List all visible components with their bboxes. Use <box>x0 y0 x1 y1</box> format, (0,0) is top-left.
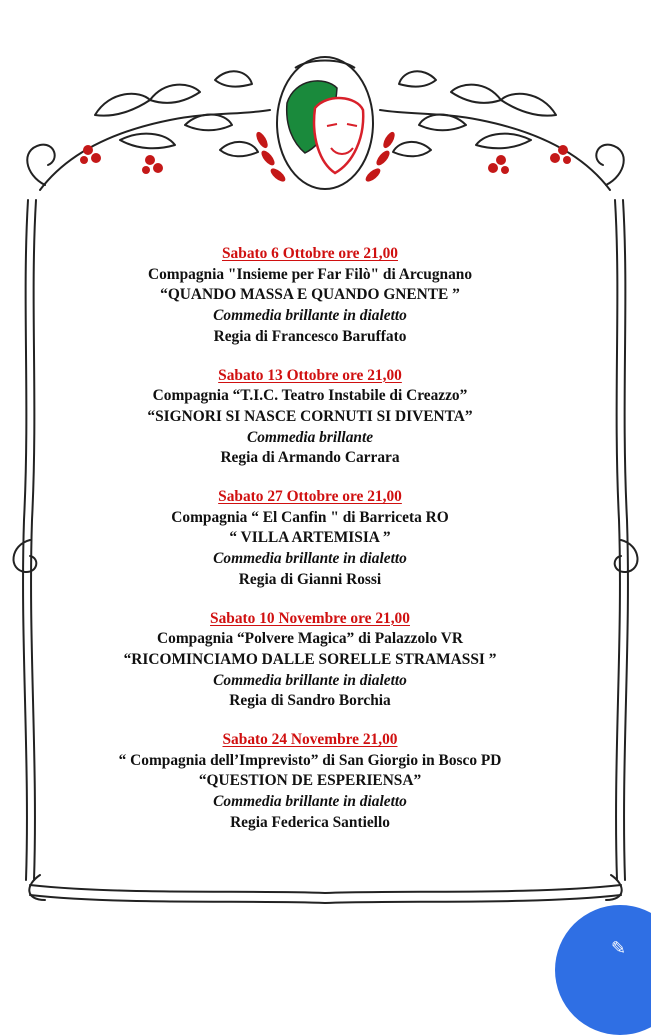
event-genre: Commedia brillante in dialetto <box>213 550 407 568</box>
event-date: Sabato 6 Ottobre ore 21,00 <box>222 245 398 262</box>
event-company: “ Compagnia dell’Imprevisto” di San Giorgio in Bosco PD <box>118 751 502 769</box>
event-date: Sabato 13 Ottobre ore 21,00 <box>218 366 402 384</box>
event-company: Compagnia “Polvere Magica” di Palazzolo VR <box>157 630 463 648</box>
event-3 <box>60 487 560 591</box>
event-title: “ VILLA ARTEMISIA ” <box>229 529 391 547</box>
event-title: “SIGNORI SI NASCE CORNUTI SI DIVENTA” <box>147 407 473 425</box>
event-4 <box>60 609 560 713</box>
event-genre: Commedia brillante <box>246 428 374 446</box>
event-director: Regia di Sandro Borchia <box>229 692 391 710</box>
event-date: Sabato 27 Ottobre ore 21,00 <box>218 488 402 506</box>
event-company: Compagnia “ El Canfin " di Barriceta RO <box>171 508 449 526</box>
edit-icon: ✎ <box>611 938 627 959</box>
event-1 <box>60 244 560 348</box>
event-director: Regia di Armando Carrara <box>220 449 400 467</box>
event-genre: Commedia brillante in dialetto <box>213 307 407 325</box>
event-date: Sabato 24 Novembre 21,00 <box>222 731 398 749</box>
event-director: Regia Federica Santiello <box>230 813 390 831</box>
event-date: Sabato 10 Novembre ore 21,00 <box>210 609 410 627</box>
theatre-masks-icon <box>265 48 385 198</box>
event-title: “QUESTION DE ESPERIENSA” <box>198 772 422 790</box>
event-company: Compagnia "Insieme per Far Filò" di Arcugnano <box>147 265 473 283</box>
event-title: “QUANDO MASSA E QUANDO GNENTE ” <box>160 286 460 304</box>
event-genre: Commedia brillante in dialetto <box>213 793 407 811</box>
event-company: Compagnia “T.I.C. Teatro Instabile di Creazzo” <box>152 387 468 405</box>
event-5 <box>60 730 560 834</box>
event-2 <box>60 366 560 470</box>
event-genre: Commedia brillante in dialetto <box>213 671 407 689</box>
event-program <box>60 244 560 852</box>
event-director: Regia di Francesco Baruffato <box>213 327 407 345</box>
event-title: “RICOMINCIAMO DALLE SORELLE STRAMASSI ” <box>123 650 497 668</box>
event-director: Regia di Gianni Rossi <box>238 570 382 588</box>
